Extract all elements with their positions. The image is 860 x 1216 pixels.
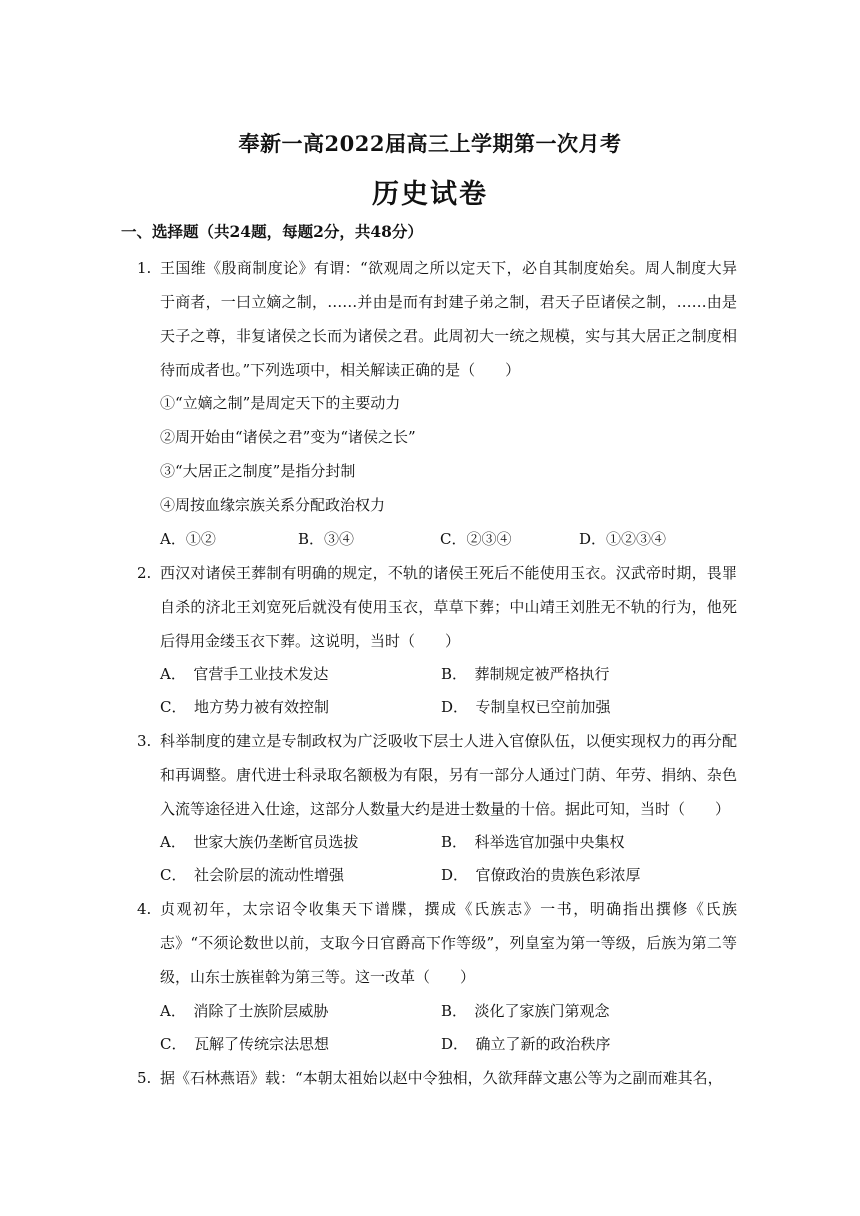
- question-4-option-d: D． 确立了新的政治秩序: [441, 1035, 611, 1053]
- question-4-option-b: B． 淡化了家族门第观念: [441, 1002, 610, 1020]
- section-heading: 一、选择题（共24题，每题2分，共48分）: [121, 222, 423, 241]
- question-1-item-4: ④周按血缘宗族关系分配政治权力: [160, 496, 386, 514]
- question-number: 3.: [137, 732, 152, 750]
- question-1-item-2: ②周开始由“诸侯之君”变为“诸侯之长”: [160, 428, 416, 446]
- question-1-item-1: ①“立嫡之制”是周定天下的主要动力: [160, 394, 401, 412]
- question-1-stem: [137, 251, 737, 387]
- question-3-stem: [137, 724, 737, 826]
- question-1-option-b: B．③④: [298, 530, 355, 548]
- question-number: 2.: [137, 564, 152, 582]
- question-text: 西汉对诸侯王葬制有明确的规定，不轨的诸侯王死后不能使用玉衣。汉武帝时期，畏罪自杀的济北王刘宽死后就没有使用玉衣，草草下葬；中山靖王刘胜无不轨的行为，他死后得用金缕玉衣下葬。这说明，当时（ ）: [160, 564, 737, 650]
- question-1-option-a: A．①②: [160, 530, 216, 548]
- question-number: 4.: [137, 900, 152, 918]
- question-4-option-a: A． 消除了士族阶层威胁: [160, 1002, 329, 1020]
- question-text: 贞观初年，太宗诏令收集天下谱牒，撰成《氏族志》一书，明确指出撰修《氏族志》“不须论数世以前，支取今日官爵高下作等级”，列皇室为第一等级，后族为第二等级，山东士族崔斡为第三等。这一改革（ ）: [160, 900, 737, 986]
- question-4-option-c: C． 瓦解了传统宗法思想: [160, 1035, 329, 1053]
- question-3-option-d: D． 官僚政治的贵族色彩浓厚: [441, 866, 641, 884]
- question-number: 1.: [137, 259, 152, 277]
- question-3-option-a: A． 世家大族仍垄断官员选拔: [160, 833, 359, 851]
- question-1-option-d: D．①②③④: [579, 530, 667, 548]
- question-2-option-a: A． 官营手工业技术发达: [160, 665, 329, 683]
- question-4-stem: [137, 892, 737, 994]
- question-5-stem: [137, 1061, 737, 1095]
- question-number: 5.: [137, 1069, 152, 1087]
- question-2-option-b: B． 葬制规定被严格执行: [441, 665, 610, 683]
- question-text: 王国维《殷商制度论》有谓：“欲观周之所以定天下，必自其制度始矣。周人制度大异于商者，一曰立嫡之制，……并由是而有封建子弟之制，君天子臣诸侯之制，……由是天子之尊，非复诸侯之长而为诸侯之君。此周初大一统之规模，实与其大居正之制度相待而成者也。”下列选项中，相关解读正确的是（ ）: [160, 259, 737, 379]
- question-2-option-c: C． 地方势力被有效控制: [160, 698, 329, 716]
- question-text: 据《石林燕语》载：“本朝太祖始以赵中令独相，久欲拜薛文惠公等为之副而难其名，: [160, 1069, 723, 1087]
- question-3-option-c: C． 社会阶层的流动性增强: [160, 866, 344, 884]
- question-3-option-b: B． 科举选官加强中央集权: [441, 833, 625, 851]
- exam-title: 奉新一高2022届高三上学期第一次月考: [238, 131, 622, 156]
- question-2-option-d: D． 专制皇权已空前加强: [441, 698, 611, 716]
- question-text: 科举制度的建立是专制政权为广泛吸收下层士人进入官僚队伍，以便实现权力的再分配和再调整。唐代进士科录取名额极为有限，另有一部分人通过门荫、年劳、捐纳、杂色入流等途径进入仕途，这部分人数量大约是进士数量的十倍。据此可知，当时（ ）: [160, 732, 737, 818]
- question-1-option-c: C．②③④: [440, 530, 512, 548]
- exam-subject-title: 历史试卷: [372, 179, 488, 210]
- question-1-item-3: ③“大居正之制度”是指分封制: [160, 462, 356, 480]
- question-2-stem: [137, 556, 737, 658]
